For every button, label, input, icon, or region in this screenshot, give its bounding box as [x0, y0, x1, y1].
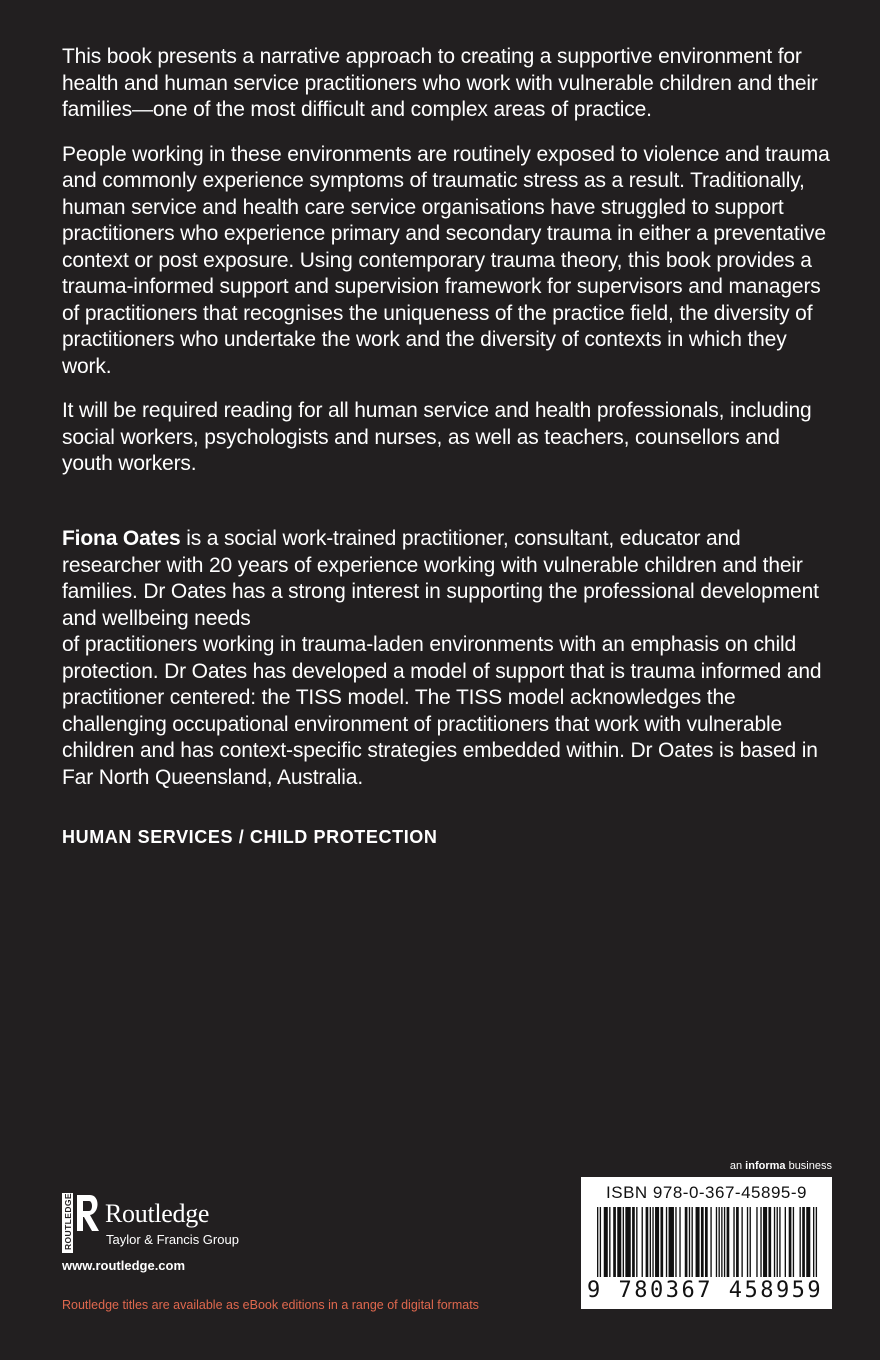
barcode-bar	[721, 1207, 722, 1277]
barcode-bar	[692, 1207, 693, 1277]
barcode-bar	[646, 1207, 649, 1277]
barcode-bar	[642, 1207, 643, 1277]
routledge-logo	[62, 1193, 262, 1253]
barcode-bar	[741, 1207, 742, 1277]
barcode-bar	[604, 1207, 608, 1277]
author-name: Fiona Oates	[62, 527, 181, 550]
barcode-bar	[750, 1207, 751, 1277]
barcode-bar	[669, 1207, 674, 1277]
barcode-bar	[660, 1207, 663, 1277]
barcode-bar	[736, 1207, 739, 1277]
routledge-mark-icon	[62, 1193, 102, 1253]
barcode-bar	[617, 1207, 621, 1277]
barcode-bar	[625, 1207, 630, 1277]
barcode-bar	[719, 1207, 720, 1277]
author-bio-part-1: is a social work-trained practitioner, consultant, educator and researcher with 20 years of experience working with vulnerable children and their families. Dr Oates has a strong interest in supporting the professional development and wellbeing needs	[62, 527, 819, 630]
informa-brand: informa	[745, 1160, 786, 1172]
barcode-bar	[705, 1207, 708, 1277]
barcode-bar	[760, 1207, 761, 1277]
blurb-paragraph-1: This book presents a narrative approach to creating a supportive environment for health and human service practitioners who work with vulnerable children and their families—one of the most difficult and complex areas of practice.	[62, 45, 818, 121]
publisher-tagline: Taylor & Francis Group	[106, 1232, 239, 1247]
barcode-bar	[774, 1207, 775, 1277]
author-bio	[62, 526, 832, 791]
barcode-bar	[789, 1207, 792, 1277]
routledge-vertical-mark: ROUTLEDGE	[63, 1193, 73, 1250]
barcode-bar	[747, 1207, 748, 1277]
barcode-bar	[632, 1207, 635, 1277]
barcode-bar	[768, 1207, 771, 1277]
barcode-bar	[636, 1207, 637, 1277]
barcode-bar	[655, 1207, 659, 1277]
barcode-bar	[650, 1207, 651, 1277]
barcode-bar	[756, 1207, 757, 1277]
barcode-bar	[685, 1207, 688, 1277]
barcode-bar	[613, 1207, 616, 1277]
informa-suffix: business	[785, 1160, 832, 1172]
blurb-paragraph-2: People working in these environments are routinely exposed to violence and trauma and commonly experience symptoms of traumatic stress as a result. Traditionally, human service and health care service organisations have struggled to support practitioners who experience primary and secondary trauma in either a preventative context or post exposure. Using contemporary trauma theory, this book provides a trauma-informed support and supervision framework for supervisors and managers of practitioners that recognises the uniqueness of the practice field, the diversity of practitioners who undertake the work and the diversity of contexts in which they work.	[62, 142, 830, 378]
barcode-bar	[679, 1207, 680, 1277]
isbn-barcode	[581, 1177, 832, 1309]
barcode-bar	[785, 1207, 786, 1277]
book-blurb	[62, 44, 832, 496]
barcode-bar	[724, 1207, 725, 1277]
isbn-digits: 9 780367 458959	[587, 1278, 824, 1303]
barcode-bar	[813, 1207, 814, 1277]
barcode-bar	[777, 1207, 778, 1277]
barcode-bar	[597, 1207, 598, 1277]
barcode-bar	[666, 1207, 667, 1277]
ebook-availability-note: Routledge titles are available as eBook editions in a range of digital formats	[62, 1298, 479, 1312]
barcode-bar	[800, 1207, 801, 1277]
barcode-bar	[716, 1207, 717, 1277]
author-bio-part-2: of practitioners working in trauma-laden environments with an emphasis on child protection. Dr Oates has developed a model of support that is trauma informed and practitioner centered: the TISS model. The TISS model acknowledges the challenging occupational environment of practitioners that work with vulnerable children and has context-specific strategies embedded within. Dr Oates is based in Far North Queensland, Australia.	[62, 633, 822, 789]
barcode-bar	[763, 1207, 767, 1277]
subject-category: HUMAN SERVICES / CHILD PROTECTION	[62, 827, 438, 847]
publisher-website[interactable]: www.routledge.com	[62, 1258, 186, 1273]
isbn-label: ISBN 978-0-367-45895-9	[606, 1183, 807, 1202]
informa-business-line	[690, 1160, 832, 1172]
barcode-bar	[727, 1207, 730, 1277]
barcode-bar	[623, 1207, 624, 1277]
barcode-bar	[701, 1207, 704, 1277]
publisher-name: Routledge	[105, 1199, 210, 1228]
barcode-bar	[609, 1207, 610, 1277]
barcode-bar	[600, 1207, 601, 1277]
informa-prefix: an	[729, 1160, 746, 1172]
barcode-bar	[779, 1207, 780, 1277]
barcode-bar	[652, 1207, 653, 1277]
barcode-bar	[806, 1207, 810, 1277]
barcode-bar	[689, 1207, 690, 1277]
barcode-bar	[675, 1207, 676, 1277]
barcode-bar	[802, 1207, 805, 1277]
barcode-bar	[793, 1207, 794, 1277]
barcode-bar	[816, 1207, 817, 1277]
barcode-bar	[733, 1207, 734, 1277]
blurb-paragraph-3: It will be required reading for all human service and health professionals, including social workers, psychologists and nurses, as well as teachers, counsellors and youth workers.	[62, 399, 812, 475]
barcode-bar	[710, 1207, 711, 1277]
barcode-bar	[696, 1207, 700, 1277]
